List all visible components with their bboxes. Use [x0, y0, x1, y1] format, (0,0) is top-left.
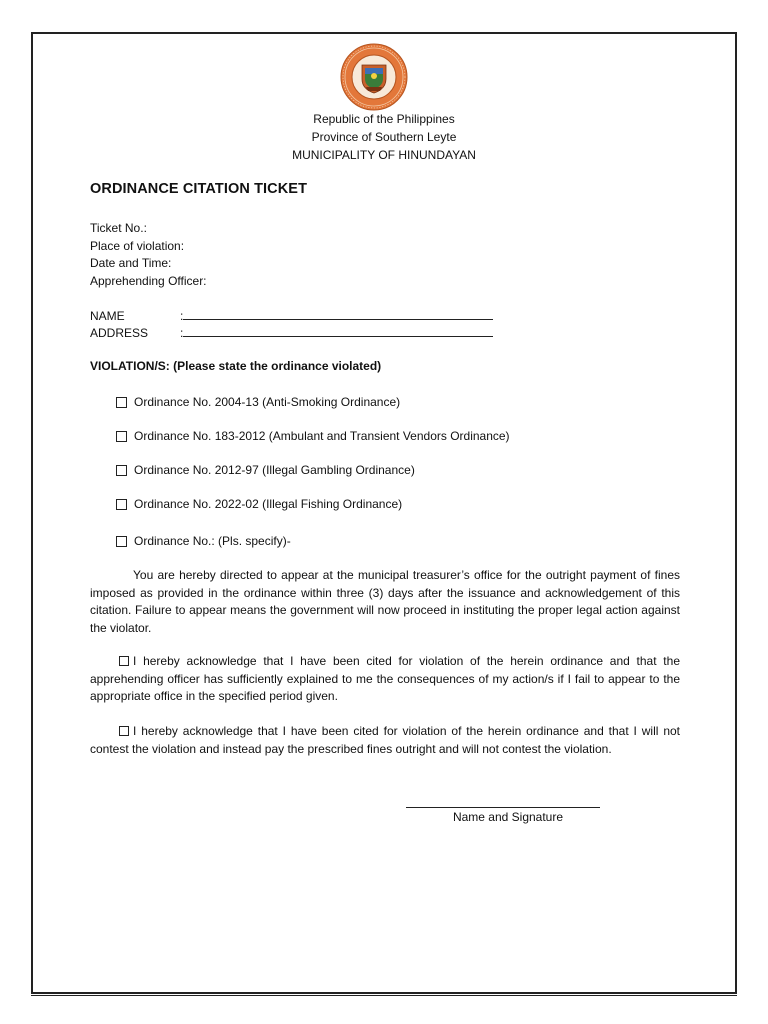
violation-label: Ordinance No. 2012-97 (Illegal Gambling Ordinance) [134, 463, 415, 477]
address-colon: : [180, 326, 184, 340]
address-field-line[interactable] [183, 324, 493, 337]
violations-heading: VIOLATION/S: (Please state the ordinance violated) [90, 359, 382, 373]
directive-paragraph: You are hereby directed to appear at the municipal treasurer’s office for the outright payment of fines imposed as provided in the ordinance within three (3) days after the issuance and acknowledgement of this citation. Failure to appear means the government will now proceed in instituting the proper legal action against the violator. [90, 568, 680, 635]
checkbox-icon[interactable] [116, 397, 127, 408]
place-of-violation-label: Place of violation: [90, 238, 185, 253]
violation-item [116, 463, 415, 477]
violation-item [116, 429, 510, 443]
violation-item [116, 395, 400, 409]
acknowledgement-1-text: I hereby acknowledge that I have been cited for violation of the herein ordinance and that the apprehending officer has sufficiently explained to me the consequences of my action/s if I fail to appear to the appropriate office in the specified period given. [90, 654, 680, 703]
violation-item [116, 534, 291, 548]
document-header [0, 110, 768, 164]
violation-label: Ordinance No. 183-2012 (Ambulant and Transient Vendors Ordinance) [134, 429, 510, 443]
name-colon: : [180, 309, 184, 323]
header-country: Republic of the Philippines [313, 112, 455, 126]
ticket-no-label: Ticket No.: [90, 221, 147, 235]
checkbox-icon[interactable] [116, 536, 127, 547]
checkbox-icon[interactable] [116, 499, 127, 510]
checkbox-icon[interactable] [119, 726, 129, 736]
violation-label: Ordinance No.: (Pls. specify)- [134, 534, 291, 548]
name-field-line[interactable] [183, 307, 493, 320]
address-field-row [90, 324, 493, 340]
violation-label: Ordinance No. 2022-02 (Illegal Fishing Ordinance) [134, 497, 403, 511]
signature-label: Name and Signature [452, 810, 564, 824]
document-title: ORDINANCE CITATION TICKET [90, 181, 308, 197]
checkbox-icon[interactable] [116, 465, 127, 476]
acknowledgement-2-text: I hereby acknowledge that I have been cited for violation of the herein ordinance and that I will not contest the violation and instead pay the prescribed fines outright and will not contest the violation. [90, 724, 680, 756]
checkbox-icon[interactable] [116, 431, 127, 442]
page-border [31, 32, 737, 994]
acknowledgement-1 [90, 653, 680, 706]
name-label: NAME [90, 309, 125, 323]
header-municipality: MUNICIPALITY OF HINUNDAYAN [292, 148, 476, 162]
violation-label: Ordinance No. 2004-13 (Anti-Smoking Ordinance) [134, 395, 401, 409]
ticket-info [90, 220, 207, 290]
signature-line[interactable] [406, 807, 600, 808]
violation-item [116, 497, 402, 511]
header-province: Province of Southern Leyte [311, 130, 457, 144]
address-label: ADDRESS [90, 326, 149, 340]
date-time-label: Date and Time: [90, 256, 172, 270]
acknowledgement-2 [90, 723, 680, 758]
checkbox-icon[interactable] [119, 656, 129, 666]
municipal-seal-icon [340, 43, 408, 111]
name-field-row [90, 307, 493, 323]
apprehending-officer-label: Apprehending Officer: [90, 273, 207, 288]
